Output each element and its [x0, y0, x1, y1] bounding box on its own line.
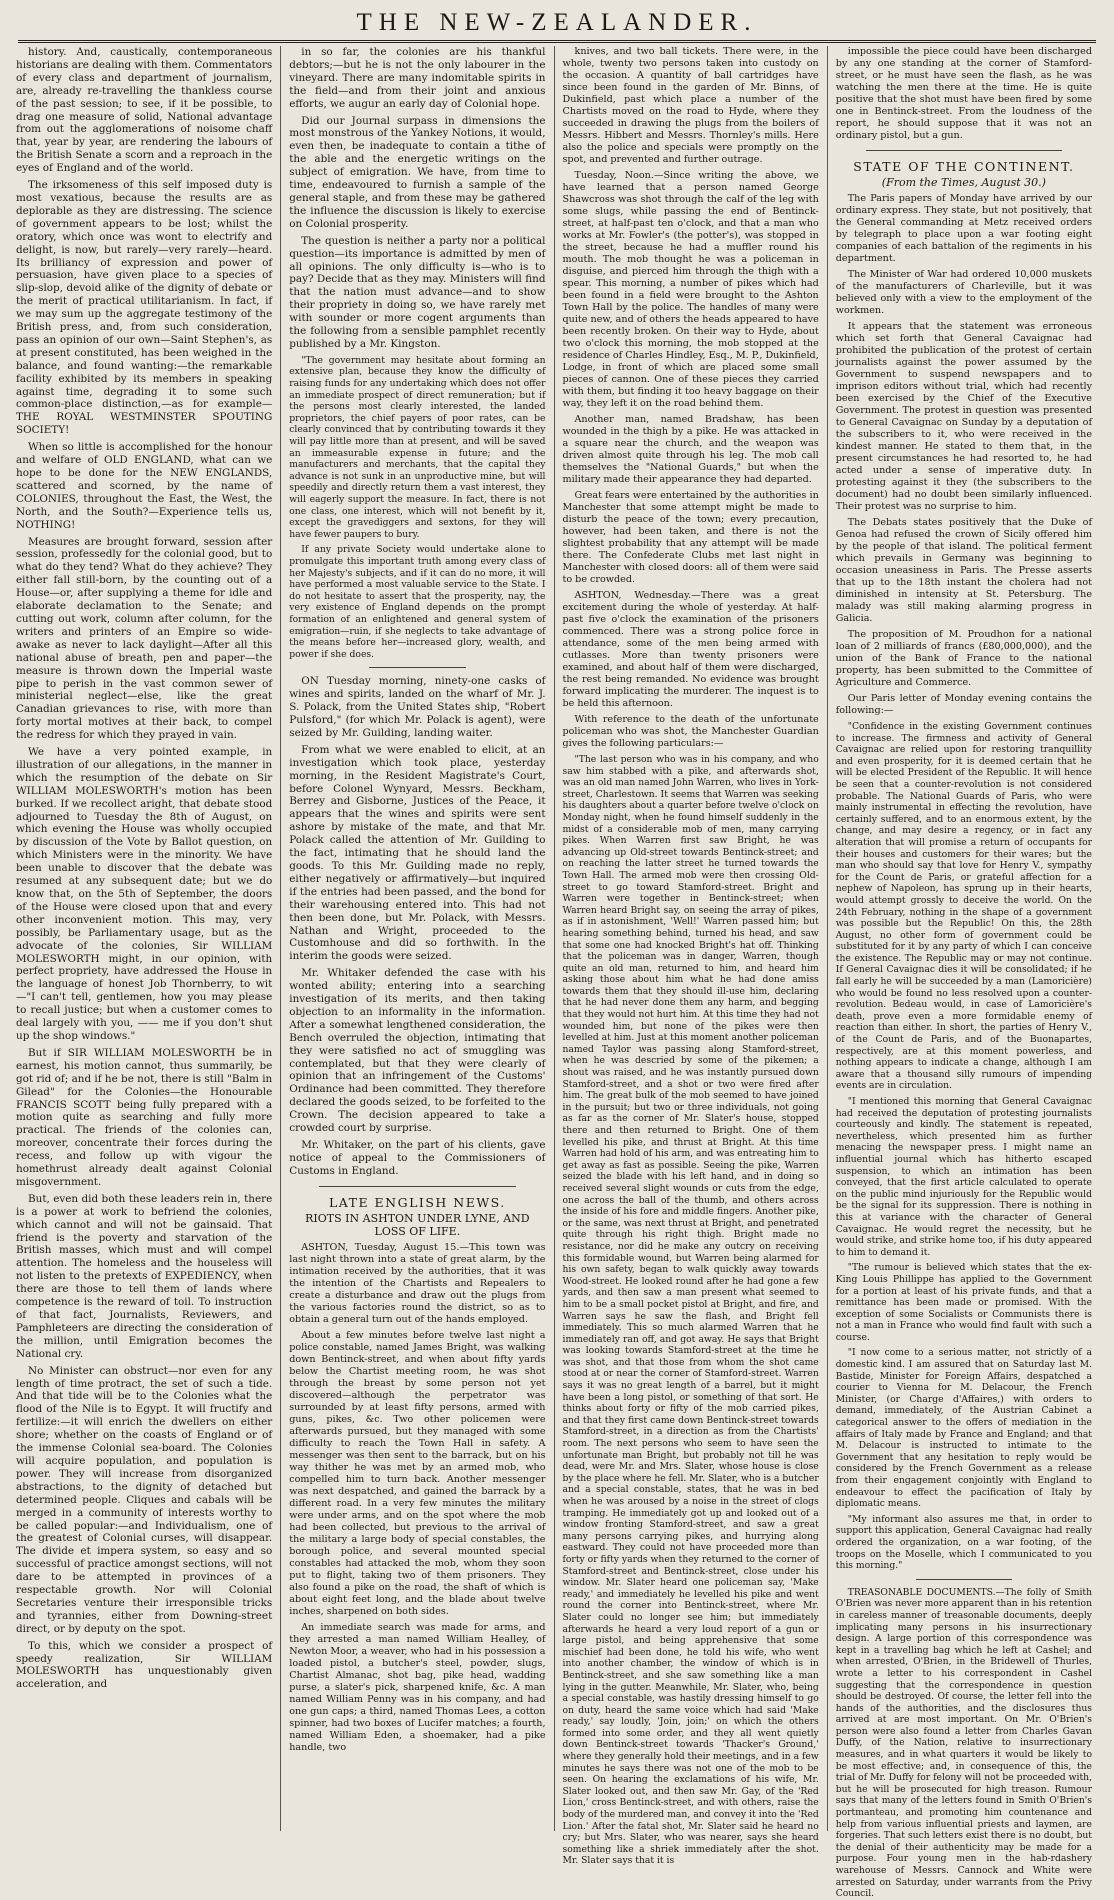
- quoted-paragraph: "I mentioned this morning that General Cavaignac had received the deputation of protesting journalists courteously and kindly. The statement is repeated, nevertheless, which presented him as further menacing the newspaper press. I might name an influential journal which has hitherto escaped suspension, to which an intimation has been conveyed, that the first article calculated to operate on the public mind injuriously for the Republic would be the signal for its suppression. There is nothing in this at variance with the character of General Cavaignac. He would regret the necessity, but he would strike, and strike home too, if his duty appeared to him to demand it.: [835, 1096, 1092, 1258]
- paragraph: The Debats states positively that the Duke of Genoa had refused the crown of Sicily offered him by the people of that island. The political ferment which prevails in Germany was beginning to occasion uneasiness in Paris. The Presse asserts that up to the 18th instant the cholera had not diminished in intensity at St. Petersburg. The malady was still making alarming progress in Galicia.: [835, 517, 1092, 624]
- paragraph: When so little is accomplished for the honour and welfare of OLD ENGLAND, what can we hope to be done for the NEW ENGLANDS, scattered and scorned, by the name of COLONIES, throughout the East, the West, the North, and the South?—Experience tells us, NOTHING!: [16, 441, 273, 531]
- divider: [369, 667, 465, 668]
- section-subheading: (From the Times, August 30.): [881, 176, 1046, 189]
- paragraph: It appears that the statement was erroneous which set forth that General Cavaignac had prohibited the publication of the protest of certain journalists against the power assumed by the Government to suspend newspapers and to imprison editors without trial, which had recently been exercised by the Chief of the Executive Government. The protest in question was presented to General Cavaignac on Sunday by a deputation of the subscribers to it, who were received in the kindest manner. He stated to them that, in the present circumstances he had resorted to, he had acted under a sense of imperative duty. In protesting against it they (the subscribers to the document) had no doubt been similarly influenced. Their protest was no surprise to him.: [835, 321, 1092, 512]
- paragraph: Measures are brought forward, session after session, professedly for the colonial good, but to what do they tend? What do they achieve? They either fall still-born, by the counting out of a House—or, after supplying a theme for idle and elaborate declamation to the Senate; and cutting out work, column after column, for the writers and printers of an Empire so wide-awake as never to lack daylight—After all this national abuse of breath, pen and paper—the measure is thrown down the Imperial waste pipe to perish in the vast common sewer of ministerial neglect—else, like the great Canadian grievances to rise, with more than forty mortal motives at their back, to compel the redress for which they prayed in vain.: [16, 535, 273, 742]
- quoted-paragraph: If any private Society would undertake alone to promulgate this important truth among every class of her Majesty's subjects, and if it can do no more, it will have performed a most valuable service to the State. I do not hesitate to assert that the prosperity, nay, the very existence of England depends on the prompt formation of an enlightened and general system of emigration—ruin, if she neglects to take advantage of the means before her—increased glory, wealth, and power if she does.: [289, 544, 546, 660]
- paragraph: Mr. Whitaker, on the part of his clients, gave notice of appeal to the Commissioners of Customs in England.: [289, 1139, 546, 1177]
- paragraph: The Paris papers of Monday have arrived by our ordinary express. They state, but not positively, that the General commanding at Metz received orders by telegraph to place upon a war footing eight companies of each battalion of the regiments in his department.: [835, 193, 1092, 264]
- paragraph: history. And, caustically, contemporaneous historians are dealing with them. Commentators of every class and department of journalism, are, already re-travelling the thankless course of the past session; to see, if it be possible, to drag one measure of solid, National advantage from out the agglomerations of noisome chaff that, year by year, are rendering the labours of the British Senate a scorn and a reproach in the eyes of England and of the world.: [16, 46, 273, 175]
- paragraph: ASHTON, Wednesday.—There was a great excitement during the whole of yesterday. At half-past five o'clock the examination of the prisoners commenced. There was a strong police force in attendance, some of the men being armed with cutlasses. More than twenty prisoners were examined, and about half of them were discharged, the rest being remanded. No evidence was brought forward implicating the murderer. The inquest is to be held this afternoon.: [562, 590, 819, 709]
- paragraph: An immediate search was made for arms, and they arrested a man named William Healley, of Newton Moor, a weaver, who had in his possession a loaded pistol, a butcher's steel, powder, slugs, Chartist Almanac, shot bag, pike head, wadding purse, a slater's pick, sharpened knife, &c. A man named William Penny was in his company, and had one gun caps; a third, named Thomas Lees, a cotton spinner, had two boxes of Lucifer matches; a fourth, named William Eden, a shoemaker, had a pike handle, two: [289, 1621, 546, 1753]
- divider: [319, 1186, 515, 1187]
- quoted-paragraph: "The last person who was in his company, and who saw him stabbed with a pike, and afterwards shot, was an old man named John Warren, who lives in York-street, Charlestown. It seems that Warren was seeking his daughters about a quarter before twelve o'clock on Monday night, when he found himself suddenly in the midst of a considerable mob of men, many carrying pikes. When Warren first saw Bright, he was advancing up Old-street towards Bentinck-street; and on reaching the latter street he turned towards the Town Hall. The armed mob were then crossing Old-street to go toward Stamford-street. Bright and Warren were together in Bentinck-street; when Warren heard Bright say, on seeing the array of pikes, as if in astonishment, 'Well!' Warren passed him; but hearing something behind, turned his head, and saw that some one had knocked Bright's hat off. Thinking that the policeman was in danger, Warren, though quite an old man, returned to him, and heard him asking those about him what he had done amiss towards them that they should ill-use him, declaring that he had never done them any harm, and begging that they would not hurt him. At this time they had not wounded him, but none of the pikes were then levelled at him. Just at this moment another policeman named Taylor was passing along Stamford-street, when he was descried by some of the pikemen; a shout was raised, and he was instantly pursued down Stamford-street, and a shot or two were fired after him. The great bulk of the mob seemed to have joined in the pursuit; but two or three individuals, not going as far as the corner of Mr. Slater's house, stopped there and then returned to Bright. One of them levelled his pike, and thrust at Bright. At this time Warren had hold of his arm, and was entreating him to get away as fast as possible. Seeing the pike, Warren seized the blade with his left hand, and in doing so received several slight wounds or cuts from the edge, one across the ball of the thumb, and others across the inside of his fore and middle fingers. Another pike, or the same, was next thrust at Bright, and penetrated quite through his right thigh. Bright made no resistance, nor did he make any outcry on receiving this formidable wound, but Warren being alarmed for his own safety, began to walk quickly away towards Wood-street. He looked round after he had gone a few yards, and then saw a man present what seemed to him to be a small pocket pistol at Bright, and fire, and Warren says he saw the flash, and Bright fell immediately. This so much alarmed Warren that he immediately ran off, and got away. He says that Bright was looking towards Stamford-street at the time he was shot, and that those from whom the shot came stood at or near the corner of Stamford-street. Warren says it was no great length of a barrel, but it might have been a long pistol, or something of that sort. He thinks about forty or fifty of the mob carried pikes, and that they first came down Bentinck-street towards Stamford-street, in a direction as from the Chartists' room. The next persons who seem to have seen the unfortunate man Bright, but probably not till he was dead, were Mr. and Mrs. Slater, whose house is close by the place where he fell. Mr. Slater, who is a butcher and a special constable, states, that he was in bed when he was aroused by a noise in the street of clogs tramping. He immediately got up and looked out of a window fronting Stamford-street, and saw a great many persons carrying pikes, and hurrying along eastward. They could not have proceeded more than forty or fifty yards when they returned to the corner of Stamford-street and Bentinck-street, close under his window. Mr. Slater heard one policeman say, 'Make ready,' and immediately he levelled his pike and went round the corner into Bentinck-street, where Mr. Slater could no longer see him; but immediately afterwards he heard a very loud report of a gun or large pistol, and being apprehensive that some mischief had been done, he told his wife, who went into another chamber, the window of which is in Bentinck-street, and she saw something like a man lying in the gutter. Meanwhile, Mr. Slater, who, being a special constable, was hastily dressing himself to go on duty, heard the same voice which had said 'Make ready,' say loudly, 'Join, join;' on which the others formed into some order, and they all went quietly down Bentinck-street towards 'Thacker's Ground,' where they generally hold their meetings, and in a few minutes he says there was not one of the mob to be seen. On hearing the exclamations of his wife, Mr. Slater looked out, and then saw Mr. Gay, of the 'Red Lion,' cross Bentinck-street, and with others, raise the body of the murdered man, and convey it into the 'Red Lion.' After the fatal shot, Mr. Slater said he heard no cry; but Mrs. Slater, who was nearer, says she heard something like a shriek immediately after the shot. Mr. Slater says that it is: [562, 754, 819, 1867]
- paragraph: Mr. Whitaker defended the case with his wonted ability; entering into a searching investigation of its merits, and then taking objection to an informality in the information. After a somewhat lengthened consideration, the Bench overruled the objection, intimating that they were satisfied no act of smuggling was contemplated, but that they were clearly of opinion that an infringement of the Customs' Ordinance had been committed. They therefore declared the goods seized, to be forfeited to the Crown. The decision appeared to take a crowded court by surprise.: [289, 967, 546, 1135]
- article-heading: RIOTS IN ASHTON UNDER LYNE, AND LOSS OF LIFE.: [305, 1211, 530, 1238]
- paragraph: With reference to the death of the unfortunate policeman who was shot, the Manchester Guardian gives the following particulars:—: [562, 714, 819, 749]
- quoted-paragraph: "Confidence in the existing Government continues to increase. The firmness and activity of General Cavaignac are relied upon for restoring tranquillity and even prosperity, for it is deemed certain that he will be elected President of the Republic. It will hence be seen that a counter-revolution is not considered probable. The National Guards of Paris, who were mainly instrumental in effecting the revolution, have certainly suffered, and to an enormous extent, by the change, and may desire a regency, or in fact any alteration that will promise a return of occupants for their houses and customers for their wares; but the man who should say that love for Henry V., sympathy for the Count de Paris, or grateful affection for a nephew of Napoleon, has sprung up in their hearts, would attempt grossly to deceive the world. On the 24th February, nothing in the shape of a government was possible but the Republic! On this, the 28th August, no other form of government could be substituted for it by any party of which I can conceive the existence. The Republic may or may not continue. If General Cavaignac dies it will be consolidated; if he fall early he will be succeeded by a man (Lamoricière) who would be found no less resolved upon a counter-revolution. Bedeau would, in case of Lamoricière's death, prove even a more formidable enemy of reaction than either. In short, the parties of Henry V., of the Count de Paris, and of the Buonapartes, respectively, are at this moment powerless, and nothing appears to indicate a change, although I am aware that a thousand silly rumours of impending events are in circulation.: [835, 721, 1092, 1092]
- divider: [916, 1579, 1012, 1580]
- section-heading: LATE ENGLISH NEWS.: [328, 1194, 506, 1210]
- paragraph: impossible the piece could have been discharged by any one standing at the corner of Stamford-street, or he must have seen the flash, as he was watching the men there at the time. He is quite positive that the shot must have been fired by some one in Bentinck-street. From the loudness of the report, he should suppose that it was not an ordinary pistol, but a gun.: [835, 46, 1092, 141]
- paragraph: We have a very pointed example, in illustration of our allegations, in the manner in which the resumption of the debate on Sir WILLIAM MOLESWORTH's motion has been burked. If we recollect aright, that debate stood adjourned to Tuesday the 8th of August, on which evening the House was wholly occupied by discussion of the Vote by Ballot question, on which Ministers were in the minority. We have been unable to discover that the debate was resumed at any subsequent date; but we do know that, on the 5th of September, the doors of the House were closed upon that and every other inconvenient motion. This may, very possibly, be Parliamentary usage, but as the advocate of the colonies, Sir WILLIAM MOLESWORTH might, in our opinion, with perfect propriety, have addressed the House in the language of honest Job Thornberry, to wit—"I can't tell, gentlemen, how you may please to recall justice; but when a customer comes to deal largely with you, —— me if you don't shut up the shop windows.": [16, 746, 273, 1042]
- paragraph: The proposition of M. Proudhon for a national loan of 2 milliards of francs (£80,000,000), and the union of the Bank of France to the national property, has been submitted to the Committee of Agriculture and Commerce.: [835, 629, 1092, 688]
- paragraph: TREASONABLE DOCUMENTS.—The folly of Smith O'Brien was never more apparent than in his retention in careless manner of treasonable documents, deeply implicating many persons in his insurrectionary design. A large portion of this correspondence was kept in a travelling bag which he left at Cashel; and when arrested, O'Brien, in the Bridewell of Thurles, wrote a letter to his correspondent in Cashel suggesting that the correspondence in question should be destroyed. Of course, the letter fell into the hands of the authorities, and the disclosures thus arrived at are most important. On Mr. O'Brien's person were also found a letter from Charles Gavan Duffy, of the Nation, relative to insurrectionary measures, and in what quarters it would be likely to be most effective; and, in consequence of this, the trial of Mr. Duffy for felony will not be proceeded with, but he will be prosecuted for high treason. Rumour says that many of the letters found in Smith O'Brien's portmanteau, and promoting him countenance and help from various influential priests and laymen, are forgeries. That such letters exist there is no doubt, but the denial of their authenticity may be made for a purpose. Four young men in the hab-rdashery warehouse of Messrs. Cannock and White were arrested on Saturday, under warrants from the Privy Council.: [835, 1586, 1092, 1900]
- paragraph: ASHTON, Tuesday, August 15.—This town was last night thrown into a state of great alarm, by the intimation received by the authorities, that it was the intention of the Chartists and Repealers to create a disturbance and draw out the plugs from the various factories round the district, so as to obtain a general turn out of the hands employed.: [289, 1241, 546, 1325]
- paragraph: About a few minutes before twelve last night a police constable, named James Bright, was walking down Bentinck-street, and when about fifty yards below the Chartist meeting room, he was shot through the breast by some person not yet discovered—although the perpetrator was surrounded by at least fifty persons, armed with guns, pikes, &c. Two other policemen were afterwards pursued, but they managed with some difficulty to reach the Town Hall in safety. A messenger was then sent to the barrack, but on his way thither he was met by an armed mob, who compelled him to turn back. Another messenger was next despatched, and gained the barrack by a different road. In a very few minutes the military were under arms, and on the spot where the mob had been collected, but previous to the arrival of the military a large body of special constables, the borough police, and several mounted special constables had attacked the mob, whom they soon put to flight, taking two of them prisoners. They also found a pike on the road, the shaft of which is about eight feet long, and the blade about twelve inches, sharpened on both sides.: [289, 1329, 546, 1617]
- paragraph: Great fears were entertained by the authorities in Manchester that some attempt might be made to disturb the peace of the town; every precaution, however, had been taken, and there is not the slightest probability that any attempt will be made there. The Confederate Clubs met last night in Manchester with closed doors: all of them were said to be crowded.: [562, 490, 819, 585]
- paragraph: ON Tuesday morning, ninety-one casks of wines and spirits, landed on the wharf of Mr. J. S. Polack, from the United States ship, "Robert Pulsford," (for which Mr. Polack is agent), were seized by Mr. Guilding, landing waiter.: [289, 675, 546, 739]
- paragraph: in so far, the colonies are his thankful debtors;—but he is not the only labourer in the vineyard. There are many indomitable spirits in the field—and from their joint and anxious efforts, we augur an early day of Colonial hope.: [289, 46, 546, 110]
- quoted-paragraph: "The rumour is believed which states that the ex-King Louis Phillippe has applied to the Government for a portion at least of his private funds, and that a remittance has been made or promised. With the exception of some Socialists or Communists there is not a man in France who would find fault with such a course.: [835, 1262, 1092, 1343]
- paragraph: Tuesday, Noon.—Since writing the above, we have learned that a person named George Shawcross was shot through the calf of the leg with some slugs, while passing the end of Bentinck-street, at half-past ten o'clock, and that a man who works at Mr. Fowler's (the potter's), was stopped in the street, because he had a muffler round his mouth. The mob thought he was a policeman in disguise, and pierced him through the thigh with a spear. This morning, a number of pikes which had been found in a field were brought to the Ashton Town Hall by the police. The handles of many were quite new, and of others the heads appeared to have been recently broken. On their way to Hyde, about two o'clock this morning, the mob stopped at the residence of Charles Hindley, Esq., M. P., Dukinfield, Lodge, in front of which are placed some small pieces of cannon. One of these pieces they carried with them, but finding it too heavy baggage on their way, they left it on the road behind them.: [562, 170, 819, 409]
- quoted-paragraph: "I now come to a serious matter, not strictly of a domestic kind. I am assured that on Saturday last M. Bastide, Minister for Foreign Affairs, despatched a courier to Vienna for M. Delacour, the French Minister, (or Charge d'Affaires,) with orders to demand, immediately, of the Austrian Cabinet a categorical answer to the offers of mediation in the affairs of Italy made by France and England; and that M. Delacour is instructed to intimate to the Government that any hesitation to reply would be considered by the French Government as a release from their engagement conjointly with England to endeavour to effect the pacification of Italy by diplomatic means.: [835, 1347, 1092, 1510]
- column-2: [280, 46, 553, 1831]
- quoted-paragraph: "My informant also assures me that, in order to support this application, General Cavaignac had really ordered the organization, on a war footing, of the troops on the Moselle, which I communicated to you this morning.": [835, 1513, 1092, 1572]
- paragraph: From what we were enabled to elicit, at an investigation which took place, yesterday morning, in the Resident Magistrate's Court, before Colonel Wynyard, Messrs. Beckham, Berrey and Gisborne, Justices of the Peace, it appears that the wines and spirits were sent ashore by mistake of the mate, and that Mr. Polack called the attention of Mr. Guilding to the fact, intimating that he should land the goods. To this Mr. Guilding made no reply, either negatively or affirmatively—but inquired if the entries had been passed, and the bond for their warehousing entered into. This had not then been done, but Mr. Polack, with Messrs. Nathan and Wright, proceeded to the Customhouse and did so forthwith. In the interim the goods were seized.: [289, 743, 546, 963]
- paragraph: But, even did both these leaders rein in, there is a power at work to befriend the colonies, which cannot and will not be gainsaid. That friend is the poverty and starvation of the British masses, which must and will compel attention. The homeless and the houseless will not listen to the pretexts of EXPEDIENCY, when there are those to tell them of lands where competence is the reward of toil. To instruction of that fact, Journalists, Reviewers, and Pamphleteers are directing the consideration of the million, until Emigration becomes the National cry.: [16, 1192, 273, 1360]
- columns: [16, 46, 1100, 1900]
- paragraph: Our Paris letter of Monday evening contains the following:—: [835, 693, 1092, 716]
- paragraph: The Minister of War had ordered 10,000 muskets of the manufacturers of Charleville, but it was believed only with a view to the employment of the workmen.: [835, 269, 1092, 316]
- paragraph: To this, which we consider a prospect of speedy realization, Sir WILLIAM MOLESWORTH has unquestionably given acceleration, and: [16, 1639, 273, 1691]
- paragraph: But if SIR WILLIAM MOLESWORTH be in earnest, his motion cannot, thus summarily, be got rid of; and if he be not, there is still "Balm in Gilead" for the Colonies—the Honourable FRANCIS SCOTT being fully prepared with a motion quite as searching and fully more practical. The friends of the colonies can, moreover, concentrate their forces during the recess, and follow up with vigour the homethrust already dealt against Colonial misgovernment.: [16, 1046, 273, 1188]
- section-heading: STATE OF THE CONTINENT.: [853, 159, 1075, 174]
- quoted-paragraph: "The government may hesitate about forming an extensive plan, because they know the difficulty of raising funds for any undertaking which does not offer an immediate prospect of direct remuneration; but if the persons most clearly interested, the landed proprietors, the chief payers of poor rates, can be clearly convinced that by contributing towards it they will pay little more than at present, and will be saved an immeasurable expense in future; and the manufacturers and merchants, that the capital they advance is not sunk in an unproductive mine, but will speedily and directly return them a vast interest, they will eagerly support the measure. In fact, there is not one class, one interest, which will not benefit by it, except the gravediggers and sextons, for they will have fewer paupers to bury.: [289, 354, 546, 540]
- paragraph: No Minister can obstruct—nor even for any length of time protract, the set of such a tide. And that tide will be to the Colonies what the flood of the Nile is to Egypt. It will fructify and fertilize:—it will enrich the dwellers on either shore; whether on the coasts of England or of the immense Colonial sea-board. The Colonies will acquire population, and population is power. They will increase from disorganized abstractions, to the dignity of detached but determined people. Cliques and cabals will be merged in a community of interests worthy to be called popular:—and Individualism, one of the greatest of Colonial curses, will disappear. The divide et impera system, so easy and so successful of practice amongst sections, will not dare to be attempted in provinces of a respectable growth. Nor will Colonial Secretaries venture their irresponsible tricks and tyrannies, either from Downing-street direct, or by deputy on the spot.: [16, 1364, 273, 1635]
- paragraph: The question is neither a party nor a political question—its importance is admitted by men of all opinions. The only difficulty is—who is to pay? Decide that as they may. Ministers will find that the nation must advance—and to show their propriety in doing so, we have rarely met with sounder or more cogent arguments than the following from a sensible pamphlet recently published by a Mr. Kingston.: [289, 234, 546, 350]
- column-3: [554, 46, 827, 1867]
- paragraph: The irksomeness of this self imposed duty is most vexatious, because the results are as deplorable as they are distressing. The science of government appears to be lost; whilst the oratory, which once was wont to electrify and delight, is now, but rarely—very rarely—heard. Its brilliancy of expression and power of persuasion, have given place to a species of slip-slop, devoid alike of the dignity of debate or the merit of practical utilitarianism. In fact, if we may sum up the aggregate testimony of the British press, and, from such consideration, pass an opinion of our own—Saint Stephen's, as at present constituted, has been weighed in the balance, and found wanting:—the remarkable facility exhibited by its members in speaking against time, degrading it to some such common-place distinction,—as for example—THE ROYAL WESTMINSTER SPOUTING SOCIETY!: [16, 179, 273, 437]
- paragraph: knives, and two ball tickets. There were, in the whole, twenty two persons taken into custody on the occasion. A quantity of ball cartridges have since been found in the garden of Mr. Binns, of Dukinfield, past which place a number of the Chartists moved on the road to Hyde, where they succeeded in drawing the plugs from the boilers of Messrs. Hibbert and Messrs. Thornley's mills. Here also the police and specials were promptly on the spot, and prevented and further outrage.: [562, 46, 819, 165]
- divider: [866, 150, 1062, 151]
- masthead: THE NEW-ZEALANDER.: [18, 6, 1096, 43]
- paragraph: Did our Journal surpass in dimensions the most monstrous of the Yankey Notions, it would, even then, be inadequate to contain a tithe of the able and the energetic writings on the subject of emigration. We have, from time to time, endeavoured to furnish a sample of the general staple, and from these may be gathered the influence the discussion is likely to exercise on Colonial prosperity.: [289, 114, 546, 230]
- column-1: [16, 46, 280, 1831]
- paragraph: Another man, named Bradshaw, has been wounded in the thigh by a pike. He was attacked in a square near the church, and the weapon was driven almost quite through his leg. The mob call themselves the "National Guards," but when the military made their appearance they had departed.: [562, 414, 819, 485]
- column-4: [827, 46, 1100, 1900]
